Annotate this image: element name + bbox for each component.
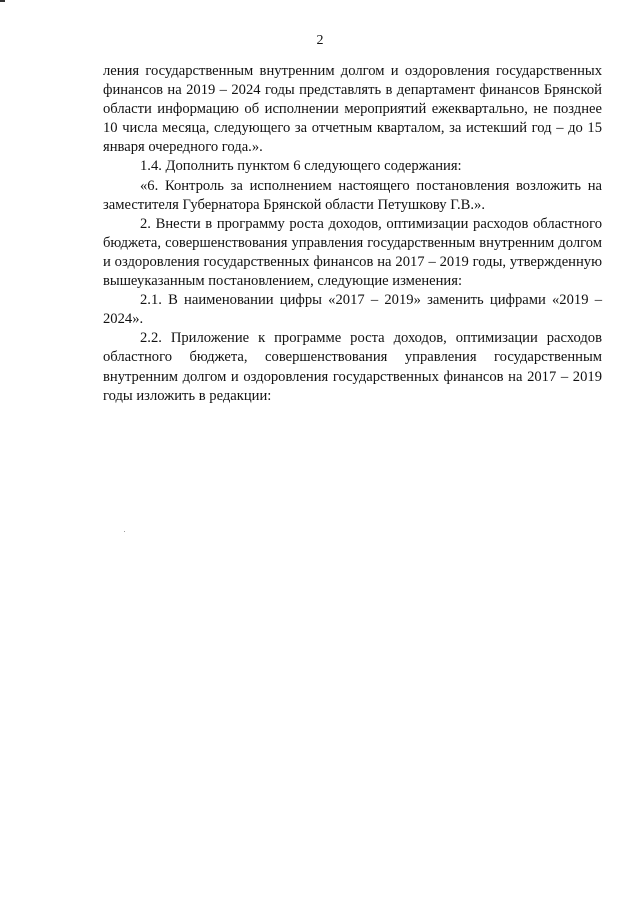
scan-corner-mark xyxy=(0,0,5,2)
scan-speck xyxy=(124,531,125,532)
paragraph-2: 2. Внести в программу роста доходов, оптимизации расходов областного бюджета, совершенствования управления государственным внутренним долгом и оздоровления государственных финансов на 2017 – 2019 годы, утвержденную вышеуказанным постановлением, следующие изменения: xyxy=(103,215,602,290)
paragraph-2-2: 2.2. Приложение к программе роста доходов, оптимизации расходов областного бюджета, совершенствования управления государственным внутренним долгом и оздоровления государственных финансов на 2017 – 2019 годы изложить в редакции: xyxy=(103,330,602,404)
paragraph-1-4: 1.4. Дополнить пунктом 6 следующего содержания: xyxy=(140,158,462,175)
page-number: 2 xyxy=(316,33,324,48)
paragraph-2-1: 2.1. В наименовании цифры «2017 – 2019» заменить цифрами «2019 – 2024». xyxy=(103,292,602,328)
paragraph-continuation: ления государственным внутренним долгом и оздоровления государственных финансов на 2019 – 2024 годы представлять в департамент финансов Брянской области информацию об исполнении мероприятий ежеквартально, не позднее 10 числа месяца, следующего за отчетным кварталом, за истекший год – до 15 января очередного года.». xyxy=(103,63,602,156)
document-body xyxy=(103,62,602,406)
paragraph-quote-6: «6. Контроль за исполнением настоящего постановления возложить на заместителя Губернатора Брянской области Петушкову Г.В.». xyxy=(103,177,602,213)
